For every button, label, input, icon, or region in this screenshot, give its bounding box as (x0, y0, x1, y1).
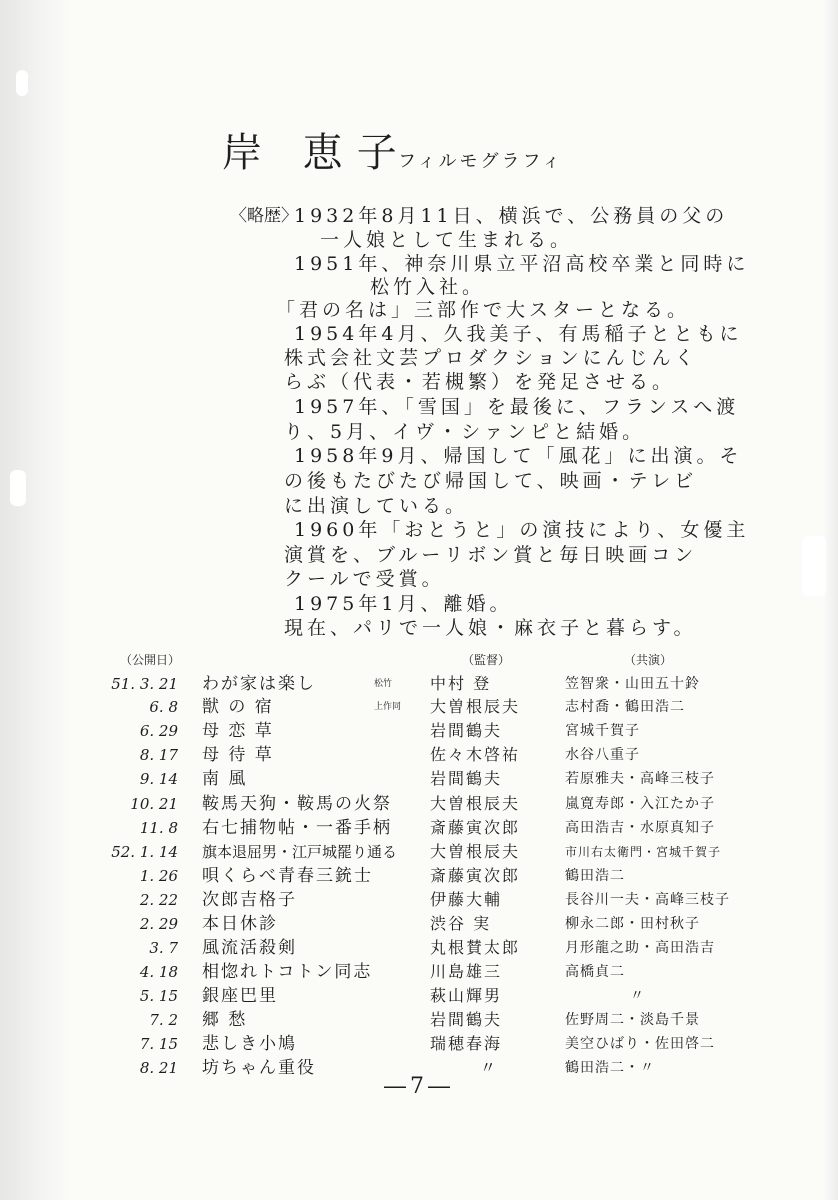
film-cast: 佐野周二・淡島千景 (565, 1012, 700, 1028)
film-director: 丸根賛太郎 (430, 938, 521, 957)
biography-line: 一人娘として生まれる。 (320, 229, 574, 251)
film-studio: 松竹 (374, 679, 393, 689)
page-number: ―7― (384, 1074, 454, 1099)
biography-line: 1958年9月、帰国して「風花」に出演。そ (294, 445, 743, 467)
film-date: 7. 15 (139, 1035, 178, 1053)
film-director: 斎藤寅次郎 (430, 818, 521, 837)
film-date: 52. 1. 14 (111, 843, 178, 861)
biography-line: 現在、パリで一人娘・麻衣子と暮らす。 (284, 617, 697, 639)
film-date: 51. 3. 21 (111, 675, 178, 693)
film-date: 10. 21 (130, 795, 178, 813)
film-cast: 鶴田浩二・〃 (565, 1060, 655, 1076)
header-director: （監督） (462, 653, 511, 667)
film-date: 3. 7 (149, 939, 178, 957)
biography-line: 株式会社文芸プロダクションにんじんく (284, 347, 698, 369)
film-date: 8. 17 (139, 746, 178, 764)
film-director: 岩間鶴夫 (430, 1010, 503, 1029)
film-cast: 嵐寛寿郎・入江たか子 (565, 796, 715, 812)
film-cast: 高田浩吉・水原真知子 (565, 820, 715, 836)
film-title: 次郎吉格子 (202, 890, 297, 910)
film-date: 2. 22 (139, 891, 178, 909)
film-date: 4. 18 (139, 963, 178, 981)
film-cast: 〃 (630, 988, 645, 1004)
biography-line: 1957年、「雪国」を最後に、フランスへ渡 (294, 396, 740, 418)
film-title: 風流活殺剣 (202, 938, 297, 958)
film-cast: 志村喬・鶴田浩二 (565, 699, 685, 715)
biography-label: 〈略歴〉 (230, 206, 298, 226)
film-cast: 柳永二郎・田村秋子 (565, 916, 700, 932)
film-title: 悲しき小鳩 (202, 1034, 297, 1054)
film-cast: 月形龍之助・高田浩吉 (565, 940, 715, 956)
biography-line: 1932年8月11日、横浜で、公務員の父の (294, 205, 729, 227)
biography-line: 1975年1月、離婚。 (294, 593, 513, 615)
biography-line: クールで受賞。 (284, 568, 445, 590)
film-title: 銀座巴里 (202, 986, 278, 1006)
film-date: 8. 21 (139, 1059, 178, 1077)
film-date: 6. 29 (139, 722, 178, 740)
film-cast: 鶴田浩二 (565, 868, 625, 884)
biography-line: 松竹入社。 (370, 276, 486, 298)
biography-line: 1951年、神奈川県立平沼高校卒業と同時に (294, 253, 750, 275)
biography-line: 1960年「おとうと」の演技により、女優主 (294, 519, 750, 541)
film-title: 南 風 (202, 769, 248, 789)
film-date: 7. 2 (149, 1011, 178, 1029)
biography-line: に出演している。 (284, 495, 469, 517)
film-date: 11. 8 (139, 819, 178, 837)
header-release-date: （公開日） (120, 653, 181, 667)
film-title: 郷 愁 (202, 1010, 248, 1030)
page-blot-middle (10, 470, 26, 506)
page-blot-right (802, 536, 826, 596)
film-cast: 若原雅夫・高峰三枝子 (565, 771, 715, 787)
film-director: 伊藤大輔 (430, 890, 503, 909)
film-title: 坊ちゃん重役 (202, 1058, 316, 1078)
film-cast: 市川右太衛門・宮城千賀子 (565, 845, 722, 859)
film-date: 6. 8 (149, 698, 178, 716)
film-title: 旗本退屈男・江戸城罷り通る (202, 843, 398, 861)
film-director: 大曽根辰夫 (430, 794, 521, 813)
film-director: 岩間鶴夫 (430, 721, 503, 740)
page-title: 岸 恵子 (222, 130, 411, 176)
film-director: 渋谷 実 (430, 914, 492, 933)
film-date: 9. 14 (139, 770, 178, 788)
biography-line: 「君の名は」三部作で大スターとなる。 (276, 299, 691, 321)
film-title: 母 恋 草 (202, 721, 274, 741)
film-date: 2. 29 (139, 915, 178, 933)
film-date: 5. 15 (139, 987, 178, 1005)
film-director: 斎藤寅次郎 (430, 866, 521, 885)
page-blot-top (16, 70, 28, 96)
film-director: 大曽根辰夫 (430, 842, 521, 861)
film-cast: 笠智衆・山田五十鈴 (565, 676, 700, 692)
film-cast: 美空ひばり・佐田啓二 (565, 1036, 715, 1052)
biography-line: り、5月、イヴ・シァンピと結婚。 (284, 421, 646, 443)
film-director: 岩間鶴夫 (430, 769, 503, 788)
film-cast: 宮城千賀子 (565, 723, 640, 739)
film-director: 大曽根辰夫 (430, 697, 521, 716)
film-director: 瑞穂春海 (430, 1034, 503, 1053)
film-title: 母 待 草 (202, 745, 274, 765)
film-director: 佐々木啓祐 (430, 745, 521, 764)
biography-line: 1954年4月、久我美子、有馬稲子とともに (294, 323, 743, 345)
film-title: 右七捕物帖・一番手柄 (202, 818, 392, 838)
biography-line: の後もたびたび帰国して、映画・テレビ (284, 470, 698, 492)
film-row (0, 765, 838, 793)
film-title: 本日休診 (202, 914, 278, 934)
biography-line: 演賞を、ブルーリボン賞と毎日映画コン (284, 544, 698, 566)
film-studio: 上作同 (374, 702, 402, 712)
film-director: 〃 (480, 1058, 499, 1077)
film-title: 獣 の 宿 (202, 697, 274, 717)
biography-line: らぶ（代表・若槻繁）を発足させる。 (284, 371, 676, 393)
film-title: 相惚れトコトン同志 (202, 962, 373, 982)
page-subtitle: フィルモグラフィ (398, 151, 564, 172)
film-cast: 高橋貞二 (565, 964, 625, 980)
film-date: 1. 26 (139, 867, 178, 885)
header-cast: （共演） (624, 653, 673, 667)
film-director: 川島雄三 (430, 962, 503, 981)
film-title: わが家は楽し (202, 674, 316, 694)
film-title: 鞍馬天狗・鞍馬の火祭 (202, 794, 392, 814)
film-director: 萩山輝男 (430, 986, 503, 1005)
film-director: 中村 登 (430, 674, 492, 693)
film-title: 唄くらべ青春三銃士 (202, 866, 373, 886)
film-cast: 水谷八重子 (565, 747, 640, 763)
film-cast: 長谷川一夫・高峰三枝子 (565, 892, 730, 908)
